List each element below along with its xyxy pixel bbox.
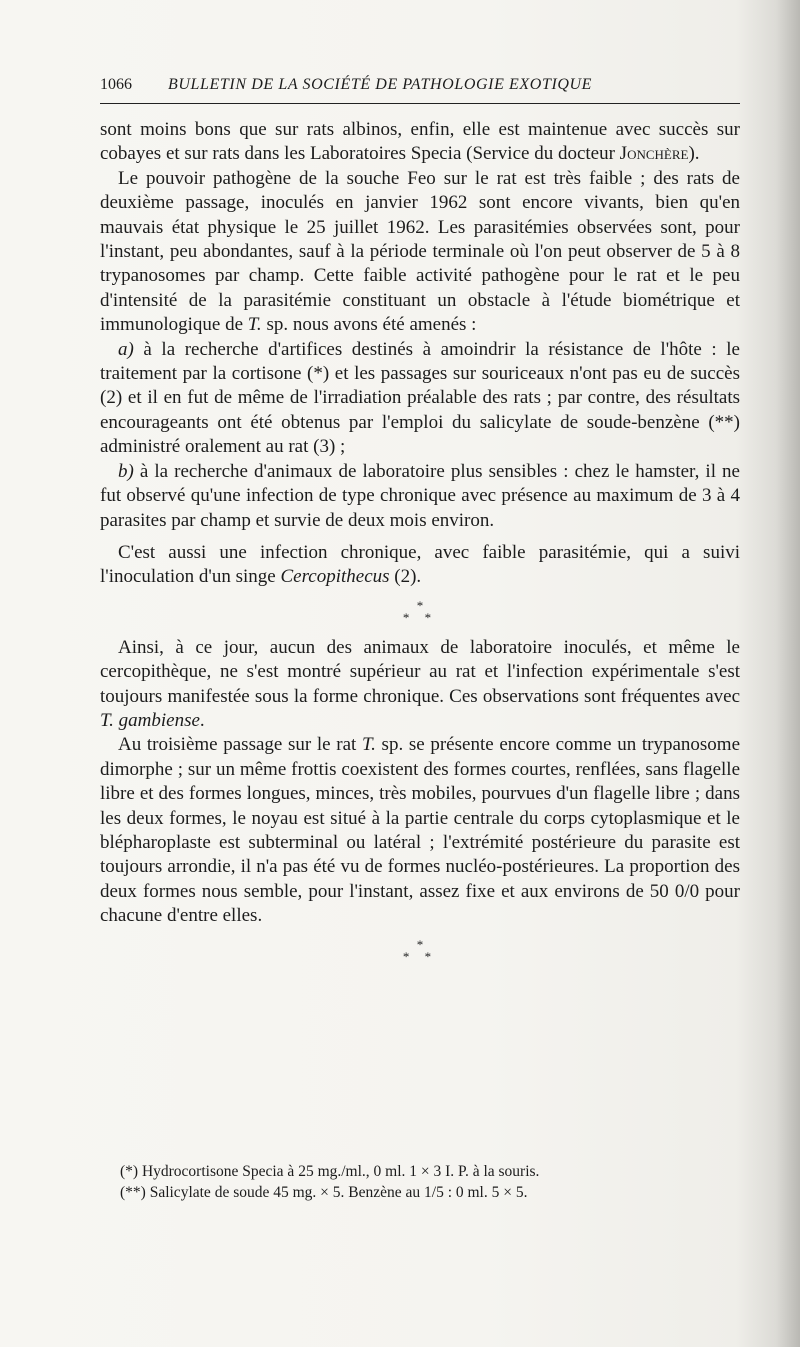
page-number: 1066 xyxy=(100,76,132,93)
header-rule xyxy=(100,103,740,104)
running-header xyxy=(100,76,740,100)
paragraph-1: sont moins bons que sur rats albinos, enfin, elle est maintenue avec succès sur cobayes et sur rats dans les Laboratoires Specia (Service du docteur Jonchère). xyxy=(100,119,740,165)
section-separator xyxy=(100,597,740,625)
genus-name: Cercopithecus xyxy=(280,566,390,588)
journal-title: BULLETIN DE LA SOCIÉTÉ DE PATHOLOGIE EXOTIQUE xyxy=(168,76,593,93)
section-separator-2 xyxy=(100,936,740,964)
paragraph-a: a) à la recherche d'artifices destinés à amoindrir la résistance de l'hôte : le traitement par la cortisone (*) et les passages sur souriceaux n'ont pas eu de succès (2) et il en fut de même de l'irradiation préalable des rats ; par contre, des résultats encourageants ont été obtenus par l'emploi du salicylate de soude-benzène (**) administré oralement au rat (3) ; xyxy=(100,338,740,458)
body-text xyxy=(100,118,740,975)
paragraph-3: C'est aussi une infection chronique, avec faible parasitémie, qui a suivi l'inoculation d'un singe Cercopithecus (2). xyxy=(100,541,740,588)
species-gambiense: T. gambiense xyxy=(100,709,200,731)
species-name-2: T. xyxy=(361,734,376,756)
asterism-top-2: * xyxy=(416,936,424,952)
paragraph-2: Le pouvoir pathogène de la souche Feo sur le rat est très faible ; des rats de deuxième passage, inoculés en janvier 1962 sont encore vivants, bien qu'en mauvais état physique le 25 juillet 1962. Les parasitémies observées sont, pour l'instant, peu abondantes, sauf à la période terminale où l'on peut observer de 5 à 8 trypanosomes par champ. Cette faible activité pathogène pour le rat et le peu d'intensité de la parasitémie constituant un obstacle à l'étude biométrique et immunologique de T. sp. nous avons été amenés : xyxy=(100,167,740,336)
paragraph-5: Au troisième passage sur le rat T. sp. se présente encore comme un trypanosome dimorphe ; sur un même frottis coexistent des formes courtes, renflées, sans flagelle libre et des formes longues, minces, très mobiles, pourvues d'un flagelle libre ; dans les deux formes, le noyau est situé à la partie centrale du corps cytoplasmique et le blépharoplaste est subterminal ou latéral ; l'extrémité postérieure du parasite est toujours arrondie, il n'a pas été vu de formes nucléo-postérieures. La proportion des deux formes nous semble, pour l'instant, assez fixe et aux environs de 50 0/0 pour chacune d'entre elles. xyxy=(100,734,741,927)
item-label-b: b) xyxy=(118,460,134,482)
paragraph-4: Ainsi, à ce jour, aucun des animaux de laboratoire inoculés, et même le cercopithèque, ne s'est montré supérieur au rat et l'infection expérimentale s'est toujours manifestée sous la forme chronique. Ces observations sont fréquentes avec T. gambiense. xyxy=(100,636,740,731)
asterism-top: * xyxy=(416,597,424,613)
footnotes xyxy=(120,1161,740,1203)
footnote-2: (**) Salicylate de soude 45 mg. × 5. Benzène au 1/5 : 0 ml. 5 × 5. xyxy=(120,1184,528,1201)
paragraph-b: b) à la recherche d'animaux de laboratoire plus sensibles : chez le hamster, il ne fut observé qu'une infection de type chronique avec présence au maximum de 3 à 4 parasites par champ et survie de deux mois environ. xyxy=(100,460,740,531)
author-name: Jonchère xyxy=(619,143,689,165)
item-label-a: a) xyxy=(118,338,134,360)
asterism-bottom-2: * * xyxy=(402,948,438,964)
footnote-1: (*) Hydrocortisone Specia à 25 mg./ml., 0 ml. 1 × 3 I. P. à la souris. xyxy=(120,1163,540,1180)
asterism-bottom: * * xyxy=(402,609,438,625)
species-name: T. xyxy=(247,314,262,336)
